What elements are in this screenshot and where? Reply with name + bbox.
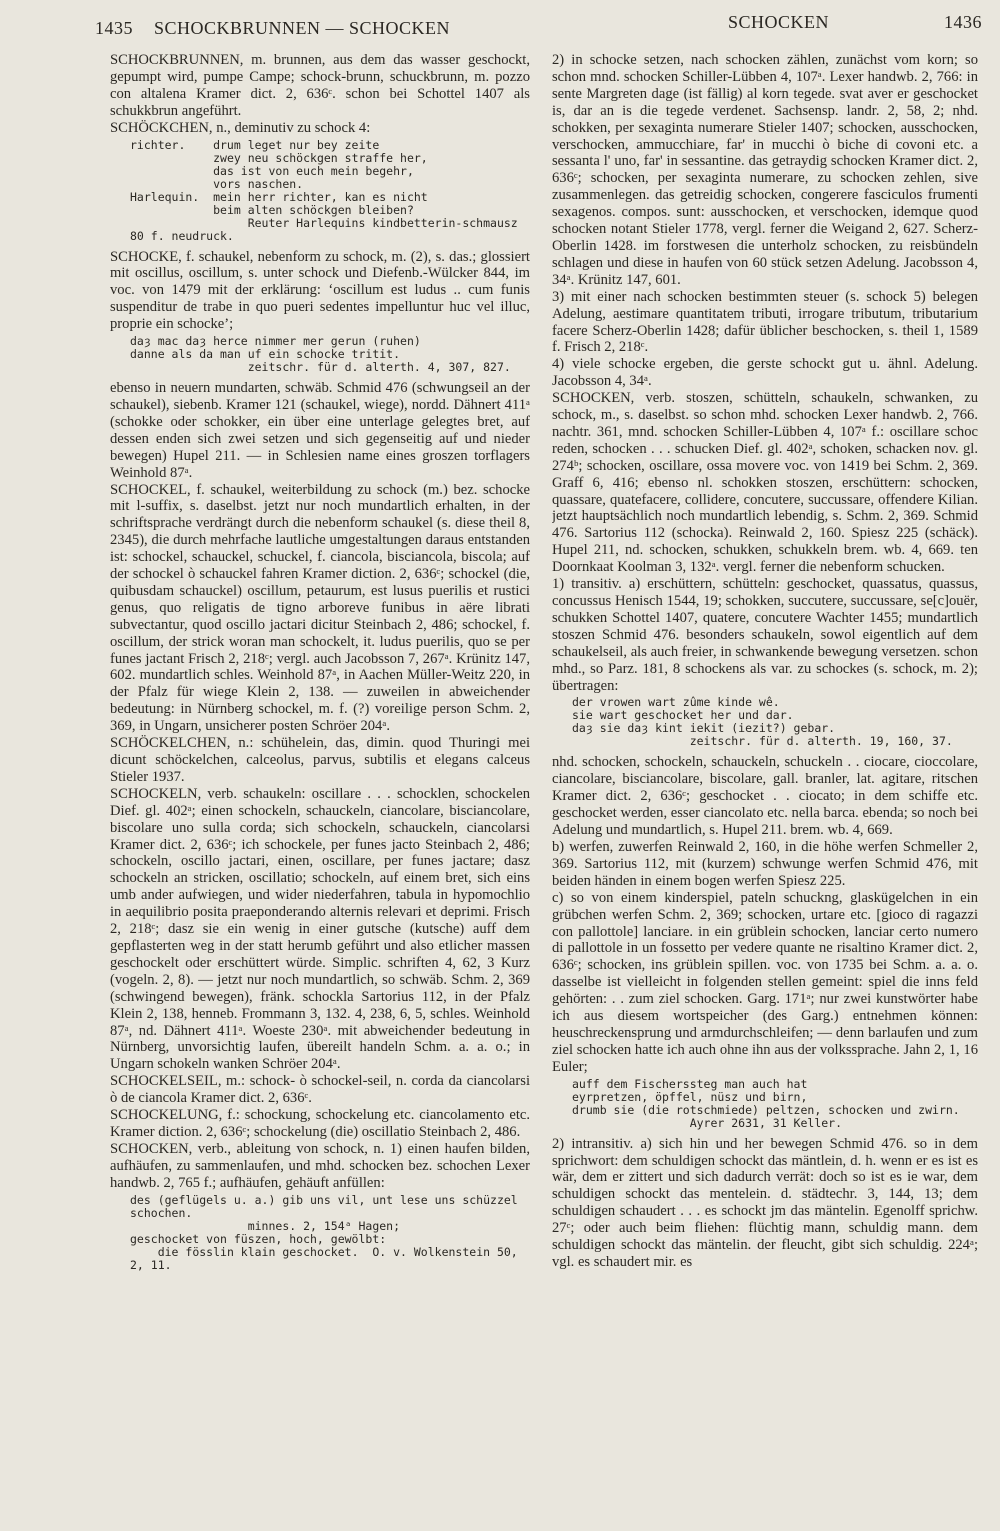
entry-schockelseil: SCHOCKELSEIL, m.: schock- ò schockel-seil, n. corda da ciancolarsi ò de ciancola Kramer dict. 2, 636ᶜ.	[110, 1073, 530, 1107]
entry-schocke: SCHOCKE, f. schaukel, nebenform zu schock, m. (2), s. das.; glossiert mit oscillus, oscillum, s. unter schock und Diefenb.-Wülcker 844, im voc. von 1479 mit der erklärung: ‘oscillum est ludus .. cum funis suspenditur de trabe in quo pueri sedentes impelluntur huc vel illuc, proprie ein schocke’;	[110, 248, 530, 333]
entry-schockel: SCHOCKEL, f. schaukel, weiterbildung zu schock (m.) bez. schocke mit l-suffix, s. daselbst. jetzt nur noch mundartlich erhalten, in der schriftsprache verdrängt durch die nebenform schaukel (s. diese theil 8, 2345), die durch mehrfache lautliche umgestaltungen daraus entstanden ist: schockel, schauckel, schuckel, f. ciancola, bisciancola, biscola; auf der schockel ò schauckel fahren Kramer diction. 2, 636ᶜ; schockel (die, quibusdam schauckel) oscillum, petaurum, est lusus puerilis et rustici genus, quo religatis de tigno arboreve funibus in aëre librati subvectantur, quod oscillo jactari dicitur Steinbach 2, 486; schockel, f. oscillum, der strick woran man schockelt, it. ludus puerilis, quo se per funes jactant Frisch 2, 218ᶜ; vergl. auch Jacobsson 7, 267ᵃ. Krünitz 147, 602. mundartlich schles. Weinhold 87ᵃ, in Aachen Müller-Weitz 220, in der Pfalz für wiege Klein 2, 138. — zuweilen in abweichender bedeutung: in Nürnberg schockel, m. f. (?) voreilige person Schm. 2, 369, in Ungarn, unsicherer posten Schröer 204ᵃ.	[110, 481, 530, 735]
page-header	[0, 0, 1000, 48]
right-running-title: SCHOCKEN	[727, 12, 829, 32]
sense-1c-kinderspiel: c) so von einem kinderspiel, pateln schuckng, glaskügelchen in ein grübchen werfen Schm. 2, 369; schocken, urtare etc. [gioco di ragazzi con pallottole] lanciare. in ein grüblein schocken, lanciar certo numero di pallottole in un fossetto per vedere quante ne risaltino Kramer dict. 2, 636ᶜ; schocken, ins grüblein spillen. voc. von 1735 bei Schm. a. a. o. dasselbe ist vielleicht in folgenden stellen gemeint: spiel die inns feld gehörten: . . zum ziel schocken. Garg. 171ᵃ; nur zwei kunstwörter habe ich aus diesem wortspeicher (des Garg.) entnehmen können: heuschreckensprung und armdurchschleifen; — denn barlaufen und zum ziel schocken hatte ich auch ohne ihn aus der volkssprache. Jahn 2, 1, 16 Euler;	[552, 889, 978, 1075]
right-page-number: 1436	[944, 12, 982, 32]
left-running-title: SCHOCKBRUNNEN — SCHOCKEN	[154, 18, 451, 38]
entry-schoeckchen: SCHÖCKCHEN, n., deminutiv zu schock 4:	[110, 119, 371, 136]
sense-2-in-schocke-setzen: 2) in schocke setzen, nach schocken zählen, zunächst vom korn; so schon mnd. schocken Schiller-Lübben 4, 107ᵃ. Lexer handwb. 2, 766: in sente Margreten dage (ist fällig) al korn tegede. svat aver er geschocket is, dar an is die tegede verdenet. Sachsensp. landr. 2, 58, 2; nhd. schokken, per sexaginta numerare Stieler 1407; schocken, ausschocken, verschocken, ammucchiare, far' in mucchi ò biche di covoni etc. a sessanta l' uno, far' in sessantine. das getraydig schocken Kramer dict. 2, 636ᶜ; schocken, per sexaginta numerare, zu schocken zehlen, sive zusammenlegen. das getreidig schocken, congerere fasciculos frumenti sexagenos. compos. sunt: ausschocken, et verschocken, idemque quod schocken notant Stieler 1778, vergl. ferner die Weigand 2, 627. Scherz-Oberlin 1428. im forstwesen die unterholz schocken, zu reisbündeln schlagen und diese in haufen von 60 stück setzen Adelung. Jacobsson 4, 34ᵃ. Krünitz 147, 601.	[552, 52, 978, 288]
left-page-number: 1435	[95, 18, 133, 38]
entry-schocke-dialects: ebenso in neuern mundarten, schwäb. Schmid 476 (schwungseil an der schaukel), siebenb. Kramer 121 (schaukel, wiege), nordd. Dähnert 411ᵃ (schokke oder schokker, ein über eine unterlage gelegtes bret, auf dessen enden sich zwei setzen und sich gegenseitig auf und nieder bewegen) Hupel 211. — in Schlesien name eines groszen torflagers Weinhold 87ᵃ.	[110, 380, 530, 481]
entry-schockelung: SCHOCKELUNG, f.: schockung, schockelung etc. ciancolamento etc. Kramer diction. 2, 636ᶜ; schockelung (die) oscillatio Steinbach 2, 486.	[110, 1107, 530, 1140]
left-header	[95, 18, 450, 39]
quote-ayrer: auff dem Fischerssteg man auch hat eyrpretzen, öpffel, nüsz und birn, drumb sie (die rotschmiede) peltzen, schocken und zwirn. Ayrer 2631, 31 Keller.	[572, 1076, 960, 1130]
left-column	[110, 52, 530, 1523]
sense-1b-werfen: b) werfen, zuwerfen Reinwald 2, 160, in die höhe werfen Schmeller 2, 369. Sartorius 112, mit (kurzem) schwunge werfen Schmid 476, mit beiden händen in einem bogen werfen Spiesz 225.	[552, 838, 978, 889]
entry-schoeckelchen: SCHÖCKELCHEN, n.: schühelein, das, dimin. quod Thuringi mei dicunt schöckelchen, calceolus, parvus, subtilis et elegans calceus Stieler 1937.	[110, 735, 530, 785]
sense-1a-transitiv: 1) transitiv. a) erschüttern, schütteln: geschocket, quassatus, quassus, concussus Henisch 1544, 19; schokken, succutere, succussare, se[c]ouër, schukken Schottel 1407, quatere, concutere Wachter 1455; mundartlich stoszen Schmid 476. besonders schaukeln, sowol eigentlich auf dem schaukelseil, als auch freier, in schwankende bewegung versetzen. schon mhd., so Parz. 181, 8 schockens als var. zu schockes (s. schock, m. 2); übertragen:	[552, 576, 978, 694]
quote-reuter: richter. drum leget nur bey zeite zwey neu schöckgen straffe her, das ist von euch mein begehr, vors naschen. Harlequin. mein herr richter, kan es nicht beim alten schöckgen bleiben? Reuter Harlequins kindbetterin-schmausz 80 f. neudruck.	[130, 137, 518, 243]
right-header	[728, 12, 982, 33]
sense-nhd-schocken: nhd. schocken, schockeln, schauckeln, schuckeln . . ciocare, cioccolare, ciancolare, bisciancolare, biscolare, gall. branler, lat. agitare, ritschen Kramer dict. 2, 636ᶜ; geschocket . . ciocato; in dem schiffe etc. geschocket werden, esser ciancolato etc. nella barca. ebenda; so noch bei Adelung und mundartlich, s. Hupel 211. brem. wb. 4, 669.	[552, 754, 978, 839]
sense-3-steuer: 3) mit einer nach schocken bestimmten steuer (s. schock 5) belegen Adelung, aestimare quantitatem tributi, irrogare tributum, tributarium facere Scherz-Oberlin 1428; dafür üblicher beschocken, s. theil 1, 1589 f. Frisch 2, 218ᶜ.	[552, 288, 978, 356]
sense-4-viele-schocke: 4) viele schocke ergeben, die gerste schockt gut u. ähnl. Adelung. Jacobsson 4, 34ᵃ.	[552, 356, 978, 390]
quote-vrowen: der vrowen wart zûme kinde wê. sie wart geschocket her und dar. daȝ sie daȝ kint iekit (iezit?) gebar. zeitschr. für d. alterth. 19, 160, 37.	[572, 695, 953, 749]
quote-zeitschr: daȝ mac daȝ herce nimmer mer gerun (ruhen) danne als da man uf ein schocke tritit. zeitschr. für d. alterth. 4, 307, 827.	[130, 334, 511, 375]
right-column	[552, 52, 978, 1523]
quote-minnes: des (geflügels u. a.) gib uns vil, unt lese uns schüzzel schochen. minnes. 2, 154ᵃ Hagen; geschocket von füszen, hoch, gewölbt: die fösslin klain geschocket. O. v. Wolkenstein 50, 2, 11.	[130, 1192, 518, 1272]
entry-schockeln: SCHOCKELN, verb. schaukeln: oscillare . . . schocklen, schockelen Dief. gl. 402ᵃ; einen schockeln, schauckeln, ciancolare, bisciancolare, biscolare uno sulla corda; sich schockeln, schauckeln, ciancolarsi Kramer dict. 2, 636ᶜ; ich schockele, per funes jacto Steinbach 2, 486; schockeln, oscillo jactari, einen, oscillare, per funes jactare; dasz schockeln an stricken, oscillatio; schockeln, auf einem bret, sich eins umb ander aufwiegen, und wider niederfahren, tabula in hypomochlio in aequilibrio posita praeponderando alternis relevari et deprimi. Frisch 2, 218ᶜ; dasz sie ein wenig in einer gutsche (kutsche) auff dem gepflasterten weg in der statt herumb geführt und also etlicher massen geschockelt oder erschüttert würde. Simplic. schriften 4, 62, 3 Kurz (vogeln. 2, 8). — jetzt nur noch mundartlich, so schwäb. Schm. 2, 369 (schwingend bewegen), fränk. schockla Sartorius 112, in der Pfalz Klein 2, 138, henneb. Frommann 3, 132. 4, 238, 6, 5, schles. Weinhold 87ᵃ, nd. Dähnert 411ᵃ. Woeste 230ᵃ. mit abweichender bedeutung in Nürnberg, unvorsichtig laufen, übereilt handeln Schm. a. a. o.; in Ungarn schokeln wanken Schröer 204ᵃ.	[110, 785, 530, 1073]
entry-schocken-2: SCHOCKEN, verb. stoszen, schütteln, schaukeln, schwanken, zu schock, m., s. daselbst. so schon mhd. schocken Lexer handwb. 2, 766. nachtr. 361, mnd. schocken Schiller-Lübben 4, 107ᵃ f.: oscillare schoc reden, schocken . . . schucken Dief. gl. 402ᵃ, schoken, schacken nov. gl. 274ᵇ; schocken, oscillare, ossa movere voc. von 1419 bei Schm. 2, 369. Graff 6, 416; ebenso nl. schokken stoszen, erschüttern: schocken, quassare, quatefacere, collidere, concutere, succussare, offendere Kilian. jetzt hauptsächlich noch mundartlich lebendig, s. Schm. 2, 369. Schmid 476. Sartorius 112 (schocka). Reinwald 2, 160. Spiesz 225 (schäck). Hupel 211, nd. schocken, schukken, schukkeln brem. wb. 4, 669. ten Doornkaat Koolman 3, 132ᵃ. vergl. ferner die nebenform schucken.	[552, 390, 978, 576]
entry-schockbrunnen: SCHOCKBRUNNEN, m. brunnen, aus dem das wasser geschockt, gepumpt wird, pumpe Campe; schock-brunn, schuckbrunn, m. pozzo con altalena Kramer dict. 2, 636ᶜ. schon bei Schottel 1407 als schukkbrun angeführt.	[110, 52, 530, 119]
entry-schocken-1: SCHOCKEN, verb., ableitung von schock, n. 1) einen haufen bilden, aufhäufen, zu sammenlaufen, und mhd. schocken bez. schochen Lexer handwb. 2, 765 f.; aufhäufen, gehäuft anfüllen:	[110, 1140, 530, 1191]
sense-2a-intransitiv: 2) intransitiv. a) sich hin und her bewegen Schmid 476. so in dem sprichwort: dem schuldigen schockt das mäntlein, d. h. wenn er es ist es wär, dem er zittert und sich dadurch verrät: doch so ist es ie war, dem schuldigen schockt das mentelein. d. städtechr. 3, 144, 13; dem schuldigen schaudert . . . es schockt jm das mäntelin. Egenolff sprichw. 27ᶜ; oder auch beim fliehen: flüchtig mann, schuldig mann. dem schuldigen schockt das mäntelin. der fleucht, gibt sich schuldig. 224ᵃ; vgl. es schaudert mir. es	[552, 1135, 978, 1270]
